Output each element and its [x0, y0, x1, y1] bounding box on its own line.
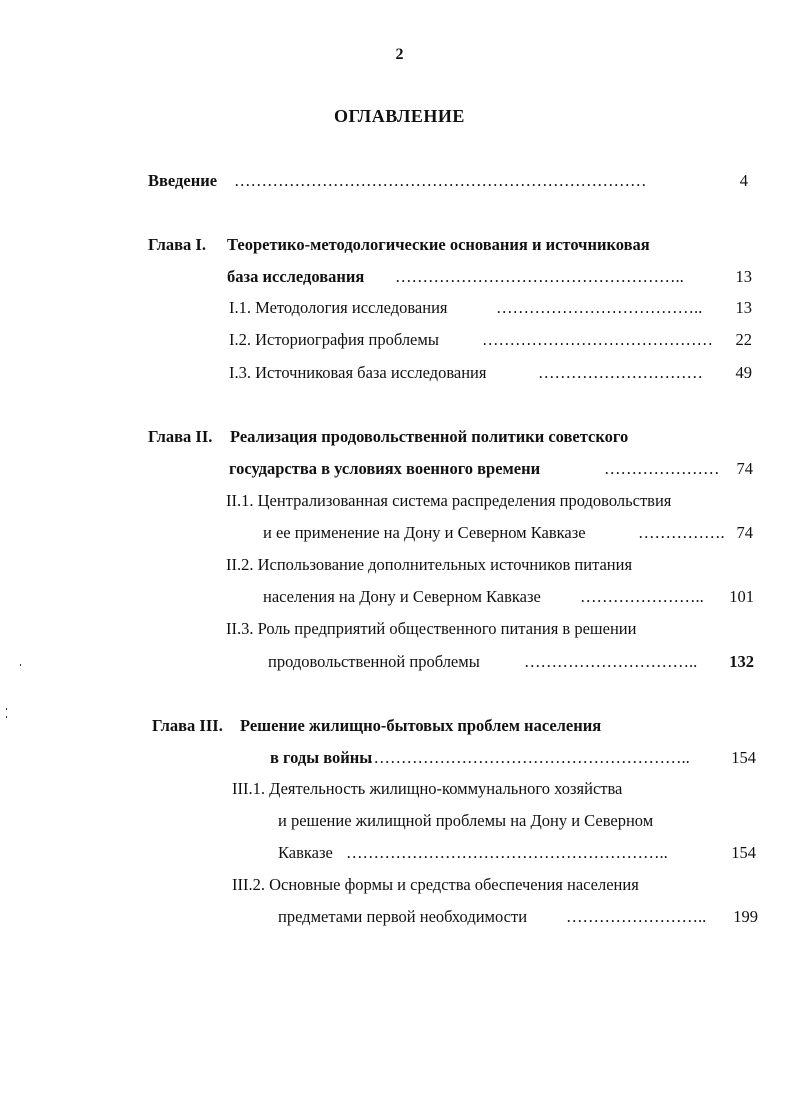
- chapter3-title-line1: Решение жилищно-бытовых проблем населения: [240, 716, 602, 735]
- section-1-3-title: I.3. Источниковая база исследования: [229, 363, 487, 382]
- section-2-1-title-line1: II.1. Централизованная система распределения продовольствия: [226, 491, 672, 510]
- section-2-3-title-line2: продовольственной проблемы: [268, 652, 480, 671]
- chapter1-title-line1: Теоретико-методологические основания и источниковая: [227, 235, 650, 254]
- chapter2-prefix: Глава II.: [148, 427, 213, 446]
- section-3-2-page: 199: [733, 907, 758, 926]
- toc-intro-dots: …………………………………………………………………: [234, 171, 647, 190]
- section-3-1-title-line3: Кавказе: [278, 843, 333, 862]
- toc-intro-label: Введение: [148, 171, 218, 190]
- section-1-3-page: 49: [735, 363, 752, 382]
- section-1-2-title: I.2. Историография проблемы: [229, 330, 439, 349]
- scan-speck: [6, 716, 7, 718]
- section-2-1-dots: …………….: [638, 523, 725, 542]
- section-2-1-page: 74: [736, 523, 753, 542]
- section-3-1-page: 154: [731, 843, 756, 862]
- chapter1-dots: ……………………………………………..: [395, 267, 684, 286]
- chapter3-page: 154: [731, 748, 756, 767]
- section-3-1-title-line1: III.1. Деятельность жилищно-коммунального хозяйства: [232, 779, 623, 798]
- scan-speck: [20, 664, 21, 666]
- section-2-3-dots: …………………………..: [524, 652, 698, 671]
- chapter3-title-line2: в годы войны: [270, 748, 373, 767]
- section-2-1-title-line2: и ее применение на Дону и Северном Кавказе: [263, 523, 586, 542]
- chapter2-title-line1: Реализация продовольственной политики советского: [230, 427, 629, 446]
- section-2-3-title-line1: II.3. Роль предприятий общественного питания в решении: [226, 619, 637, 638]
- section-3-1-title-line2: и решение жилищной проблемы на Дону и Северном: [278, 811, 654, 830]
- section-3-1-dots: …………………………………………………..: [346, 843, 668, 862]
- chapter2-page: 74: [736, 459, 753, 478]
- section-2-2-page: 101: [729, 587, 754, 606]
- section-3-2-title-line2: предметами первой необходимости: [278, 907, 528, 926]
- section-1-3-dots: …………………………: [538, 363, 703, 382]
- section-1-1-dots: ………………………………..: [496, 298, 703, 317]
- section-1-1-title: I.1. Методология исследования: [229, 298, 448, 317]
- chapter2-title-line2: государства в условиях военного времени: [229, 459, 541, 478]
- chapter1-page: 13: [735, 267, 752, 286]
- section-1-2-page: 22: [735, 330, 752, 349]
- section-2-3-page: 132: [729, 652, 754, 671]
- section-1-1-page: 13: [735, 298, 752, 317]
- section-3-2-title-line1: III.2. Основные формы и средства обеспечения населения: [232, 875, 639, 894]
- page-title: ОГЛАВЛЕНИЕ: [334, 106, 465, 126]
- chapter1-title-line2: база исследования: [227, 267, 365, 286]
- chapter2-dots: …………………: [604, 459, 720, 478]
- chapter1-prefix: Глава I.: [148, 235, 206, 254]
- page-number: 2: [395, 46, 404, 63]
- section-3-2-dots: ……………………..: [566, 907, 707, 926]
- chapter3-prefix: Глава III.: [152, 716, 223, 735]
- section-2-2-dots: …………………..: [580, 587, 704, 606]
- chapter3-dots: …………………………………………………..: [368, 748, 690, 767]
- section-2-2-title-line1: II.2. Использование дополнительных источников питания: [226, 555, 633, 574]
- section-1-2-dots: ……………………………………: [482, 330, 713, 349]
- scan-speck: [6, 708, 7, 710]
- toc-intro-page: 4: [739, 171, 748, 190]
- section-2-2-title-line2: населения на Дону и Северном Кавказе: [263, 587, 541, 606]
